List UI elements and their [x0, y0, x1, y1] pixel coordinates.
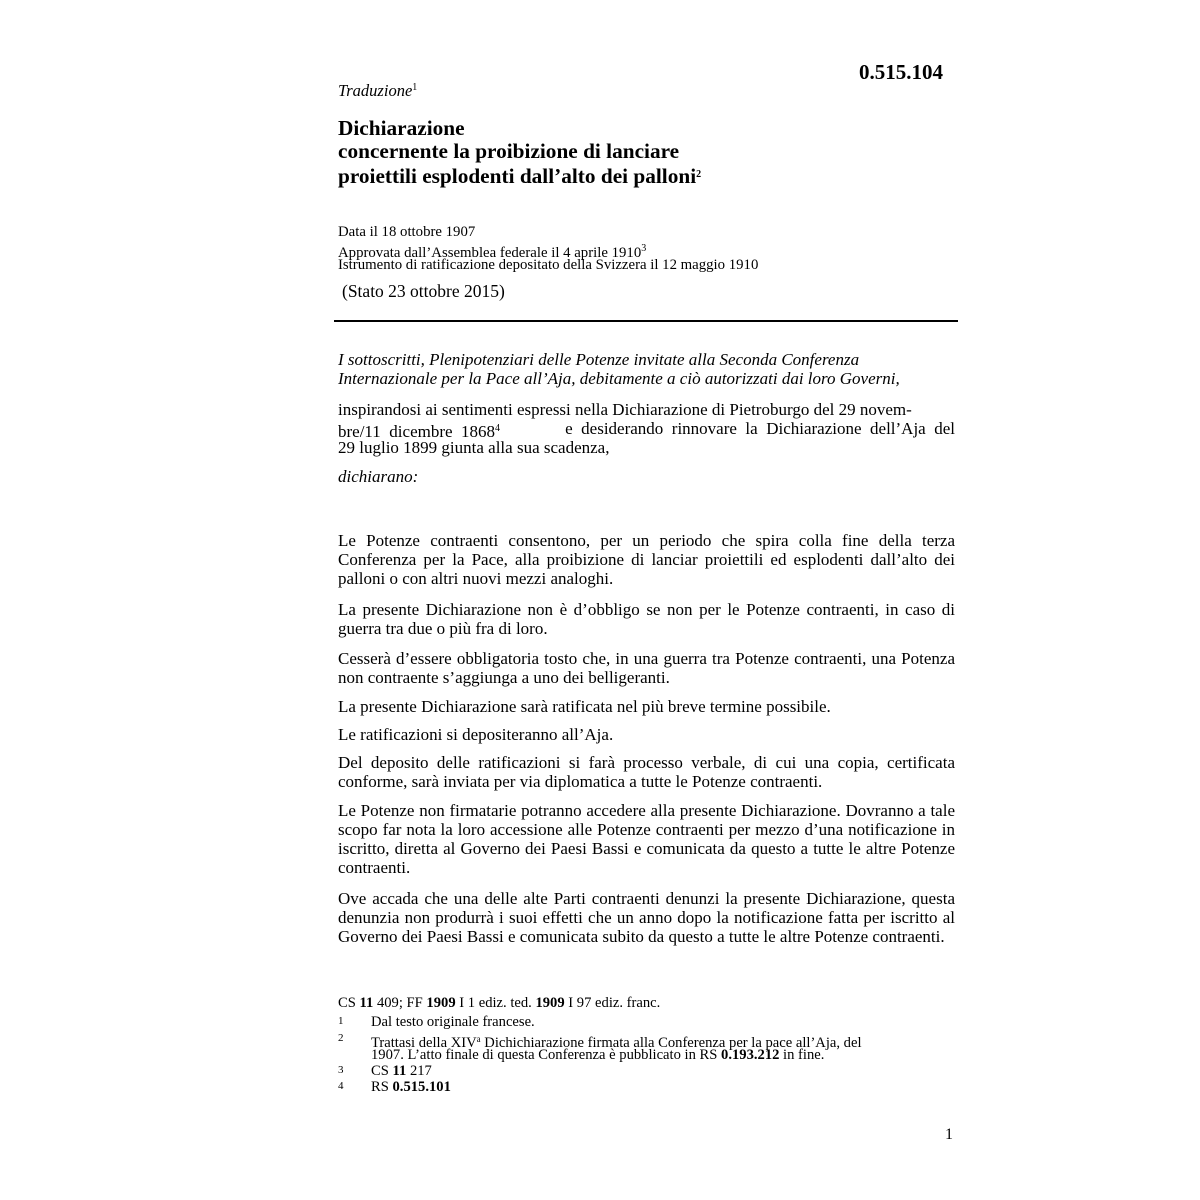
footnote-superscript: a — [476, 1034, 481, 1044]
footnote-number: 2 — [338, 1032, 344, 1044]
footnote-text — [371, 1047, 824, 1063]
footnote-text-part: Trattasi della XIV — [371, 1035, 477, 1051]
document-title — [338, 117, 701, 186]
preamble-intro-line-2: Internazionale per la Pace all’Aja, debitamente a ciò autorizzati dai loro Governi, — [338, 369, 900, 388]
source-note-part: CS — [338, 995, 360, 1011]
preamble-intro-line-1: I sottoscritti, Plenipotenziari delle Potenze invitate alla Seconda Conferenza — [338, 350, 860, 369]
preamble-inspired-line-2 — [338, 419, 955, 441]
sr-number: 0.515.104 — [859, 60, 943, 84]
source-note — [338, 995, 660, 1011]
title-line-3-text: proiettili esplodenti dall’alto dei palloni — [338, 164, 697, 188]
article-paragraph-6: Del deposito delle ratificazioni si farà processo verbale, di cui una copia, certificata conforme, sarà inviata per via diplomatica a tutte le Potenze contraenti. — [338, 753, 955, 791]
article-paragraph-4: La presente Dichiarazione sarà ratificata nel più breve termine possibile. — [338, 697, 831, 716]
preamble-inspired-line-2a: bre/11 dicembre 1868 — [338, 422, 496, 441]
footnote-text — [371, 1063, 432, 1079]
meta-approved-text: Approvata dall’Assemblea federale il 4 aprile 1910 — [338, 244, 642, 261]
page-number: 1 — [945, 1126, 953, 1143]
meta-approved — [338, 241, 758, 261]
translation-text: Traduzione — [338, 81, 413, 100]
source-note-part: 409; FF — [373, 995, 427, 1011]
article-paragraph-8: Ove accada che una delle alte Parti contraenti denunzi la presente Dichiarazione, questa denunzia non produrrà i suoi effetti che un anno dopo la notificazione fatta per iscritto al Governo dei Paesi Bassi e comunicata subito da questo a tutte le altre Potenze contraenti. — [338, 889, 955, 946]
translation-label — [338, 81, 417, 101]
preamble-inspired — [338, 400, 955, 457]
preamble-inspired-line-2b: e desiderando rinnovare la Dichiarazione dell’Aja del — [556, 419, 955, 438]
footnote-number: 1 — [338, 1015, 344, 1027]
footnote-text: Dal testo originale francese. — [371, 1014, 535, 1030]
source-note-part: 1909 — [535, 995, 565, 1011]
title-line-2: concernente la proibizione di lanciare — [338, 139, 680, 163]
article-paragraph-2: La presente Dichiarazione non è d’obbligo se non per le Potenze contraenti, in caso di guerra tra due o più fra di loro. — [338, 600, 955, 638]
title-line-1: Dichiarazione — [338, 116, 465, 140]
footnote-text-part: Dichichiarazione firmata alla Conferenza per la pace all’Aja, del — [480, 1035, 862, 1051]
footnote-text-part[interactable]: 0.193.212 — [721, 1047, 780, 1063]
status-date: (Stato 23 ottobre 2015) — [342, 281, 505, 301]
preamble-inspired-line-1: inspirandosi ai sentimenti espressi nella Dichiarazione di Pietroburgo del 29 novem- — [338, 400, 912, 419]
footnote-text-part: 11 — [392, 1063, 407, 1079]
article-paragraph-5: Le ratificazioni si depositeranno all’Aja. — [338, 725, 614, 744]
footnote-ref-4[interactable]: 4 — [495, 423, 501, 434]
footnote-ref-3[interactable]: 3 — [641, 242, 647, 254]
title-line-3 — [338, 163, 701, 186]
article-paragraph-3: Cesserà d’essere obbligatoria tosto che, in una guerra tra Potenze contraenti, una Potenza non contraente s’aggiunga a uno dei belligeranti. — [338, 649, 955, 687]
footnote-text-part: in fine. — [779, 1047, 825, 1063]
footnote-ref-1[interactable]: 1 — [412, 82, 418, 93]
source-note-part: 1909 — [426, 995, 456, 1011]
footnote-text-part: 217 — [406, 1063, 432, 1079]
meta-date: Data il 18 ottobre 1907 — [338, 224, 476, 240]
footnote-text — [371, 1079, 451, 1095]
preamble-inspired-line-3: 29 luglio 1899 giunta alla sua scadenza, — [338, 438, 610, 457]
footnote-ref-2[interactable]: 2 — [696, 169, 702, 180]
document-metadata — [338, 224, 758, 274]
footnote-text-part: 1907. L’atto finale di questa Conferenza è pubblicato in RS — [371, 1047, 722, 1063]
article-paragraph-7: Le Potenze non firmatarie potranno accedere alla presente Dichiarazione. Dovranno a tale scopo far nota la loro accessione alle Potenze contraenti per mezzo d’una notificazione in iscritto, diretta al Governo dei Paesi Bassi e comunicata da questo a tutte le altre Potenze contraenti. — [338, 801, 955, 877]
source-note-part: 11 — [359, 995, 374, 1011]
footnote-text-part[interactable]: 0.515.101 — [392, 1079, 451, 1095]
footnote-number: 3 — [338, 1064, 344, 1076]
meta-ratification: Istrumento di ratificazione depositato della Svizzera il 12 maggio 1910 — [338, 257, 759, 273]
footnotes-list — [338, 1014, 958, 1104]
preamble-intro — [338, 350, 955, 388]
footnote-text-part: CS — [371, 1063, 393, 1079]
source-note-part: I 1 ediz. ted. — [455, 995, 536, 1011]
header-divider — [334, 320, 958, 322]
footnote-number: 4 — [338, 1080, 344, 1092]
source-note-part: I 97 ediz. franc. — [564, 995, 661, 1011]
article-paragraph-1: Le Potenze contraenti consentono, per un periodo che spira colla fine della terza Conferenza per la Pace, alla proibizione di lanciar proiettili ed esplodenti dall’alto dei palloni o con altri nuovi mezzi analoghi. — [338, 531, 955, 588]
preamble-declare: dichiarano: — [338, 467, 419, 486]
footnote-text-part: RS — [371, 1079, 393, 1095]
